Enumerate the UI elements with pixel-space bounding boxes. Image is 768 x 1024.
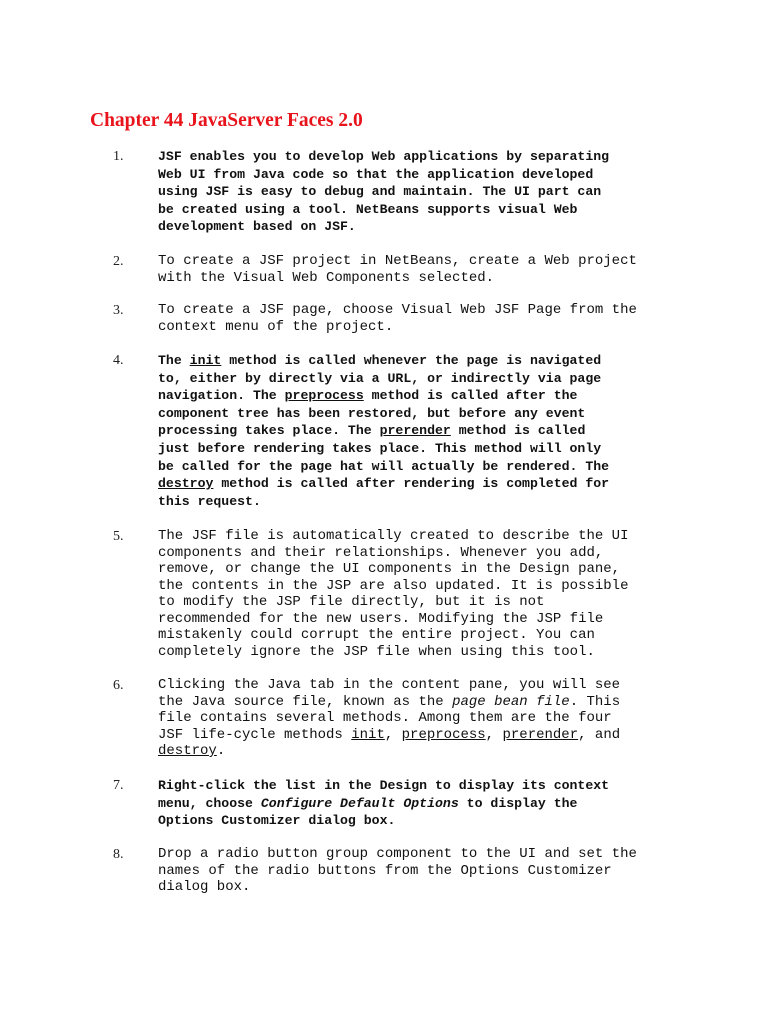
text-line: the contents in the JSP are also updated. It is possible bbox=[158, 577, 629, 594]
text-line: to modify the JSP file directly, but it is not bbox=[158, 594, 545, 610]
item-number: 3. bbox=[113, 303, 124, 318]
item-text bbox=[158, 148, 718, 236]
item-text bbox=[158, 528, 718, 660]
text-line: The init method is called whenever the page is navigated bbox=[158, 353, 602, 368]
text-line: To create a JSF page, choose Visual Web JSF Page from the bbox=[158, 302, 637, 318]
item-text bbox=[158, 253, 718, 286]
text-line: be called for the page hat will actually be rendered. The bbox=[158, 458, 610, 474]
text-line: Web UI from Java code so that the application developed bbox=[158, 166, 594, 182]
item-text bbox=[158, 352, 718, 510]
text-line: completely ignore the JSP file when using this tool. bbox=[158, 643, 595, 660]
text-line: context menu of the project. bbox=[158, 318, 394, 335]
text-line: the Java source file, known as the page bean file. This bbox=[158, 693, 621, 710]
chapter-title: Chapter 44 JavaServer Faces 2.0 bbox=[90, 110, 363, 131]
item-number: 1. bbox=[113, 149, 124, 164]
item-number: 6. bbox=[113, 678, 124, 693]
text-line: recommended for the new users. Modifying the JSP file bbox=[158, 610, 604, 627]
text-line: components and their relationships. Whenever you add, bbox=[158, 544, 604, 561]
item-number: 8. bbox=[113, 847, 124, 862]
text-line: JSF enables you to develop Web applications by separating bbox=[158, 149, 610, 164]
text-line: mistakenly could corrupt the entire project. You can bbox=[158, 627, 595, 643]
item-text bbox=[158, 302, 718, 335]
text-line: Drop a radio button group component to the UI and set the bbox=[158, 846, 637, 862]
text-line: just before rendering takes place. This method will only bbox=[158, 440, 602, 456]
item-number: 2. bbox=[113, 254, 124, 269]
text-line: to, either by directly via a URL, or indirectly via page bbox=[158, 370, 602, 386]
item-number: 5. bbox=[113, 529, 124, 544]
text-line: processing takes place. The prerender method is called bbox=[158, 423, 586, 439]
method-name-prerender: prerender bbox=[379, 423, 451, 439]
item-number: 4. bbox=[113, 353, 124, 368]
text-line: destroy. bbox=[158, 743, 226, 759]
text-line: with the Visual Web Components selected. bbox=[158, 269, 495, 286]
method-name-destroy: destroy bbox=[158, 476, 214, 492]
method-name-init: init bbox=[189, 353, 222, 368]
method-name-prerender: prerender bbox=[502, 726, 579, 743]
item-text bbox=[158, 777, 718, 830]
text-line: destroy method is called after rendering is completed for bbox=[158, 476, 610, 492]
text-line: JSF life-cycle methods init, preprocess, prerender, and bbox=[158, 726, 621, 743]
text-line: development based on JSF. bbox=[158, 219, 356, 235]
text-line: The JSF file is automatically created to describe the UI bbox=[158, 528, 629, 544]
item-number: 7. bbox=[113, 778, 124, 793]
term-page-bean-file: page bean file bbox=[452, 693, 570, 710]
text-line: menu, choose Configure Default Options to display the bbox=[158, 795, 578, 811]
text-line: remove, or change the UI components in the Design pane, bbox=[158, 561, 621, 577]
method-name-preprocess: preprocess bbox=[284, 388, 364, 404]
text-line: Clicking the Java tab in the content pane, you will see bbox=[158, 677, 621, 693]
item-text bbox=[158, 677, 718, 760]
text-line: To create a JSF project in NetBeans, create a Web project bbox=[158, 253, 637, 269]
text-line: names of the radio buttons from the Options Customizer bbox=[158, 862, 612, 879]
method-name-preprocess: preprocess bbox=[401, 726, 486, 743]
text-line: this request. bbox=[158, 493, 261, 509]
text-line: component tree has been restored, but before any event bbox=[158, 405, 586, 421]
method-name-init: init bbox=[351, 726, 385, 743]
term-configure-default-options: Configure Default Options bbox=[260, 795, 459, 811]
text-line: Options Customizer dialog box. bbox=[158, 813, 396, 829]
text-line: using JSF is easy to debug and maintain. The UI part can bbox=[158, 184, 602, 200]
text-line: file contains several methods. Among them are the four bbox=[158, 710, 612, 726]
text-line: Right-click the list in the Design to display its context bbox=[158, 778, 610, 793]
item-text bbox=[158, 846, 718, 896]
text-line: dialog box. bbox=[158, 879, 251, 895]
text-line: navigation. The preprocess method is called after the bbox=[158, 388, 578, 404]
text-line: be created using a tool. NetBeans supports visual Web bbox=[158, 201, 578, 217]
method-name-destroy: destroy bbox=[158, 743, 217, 759]
